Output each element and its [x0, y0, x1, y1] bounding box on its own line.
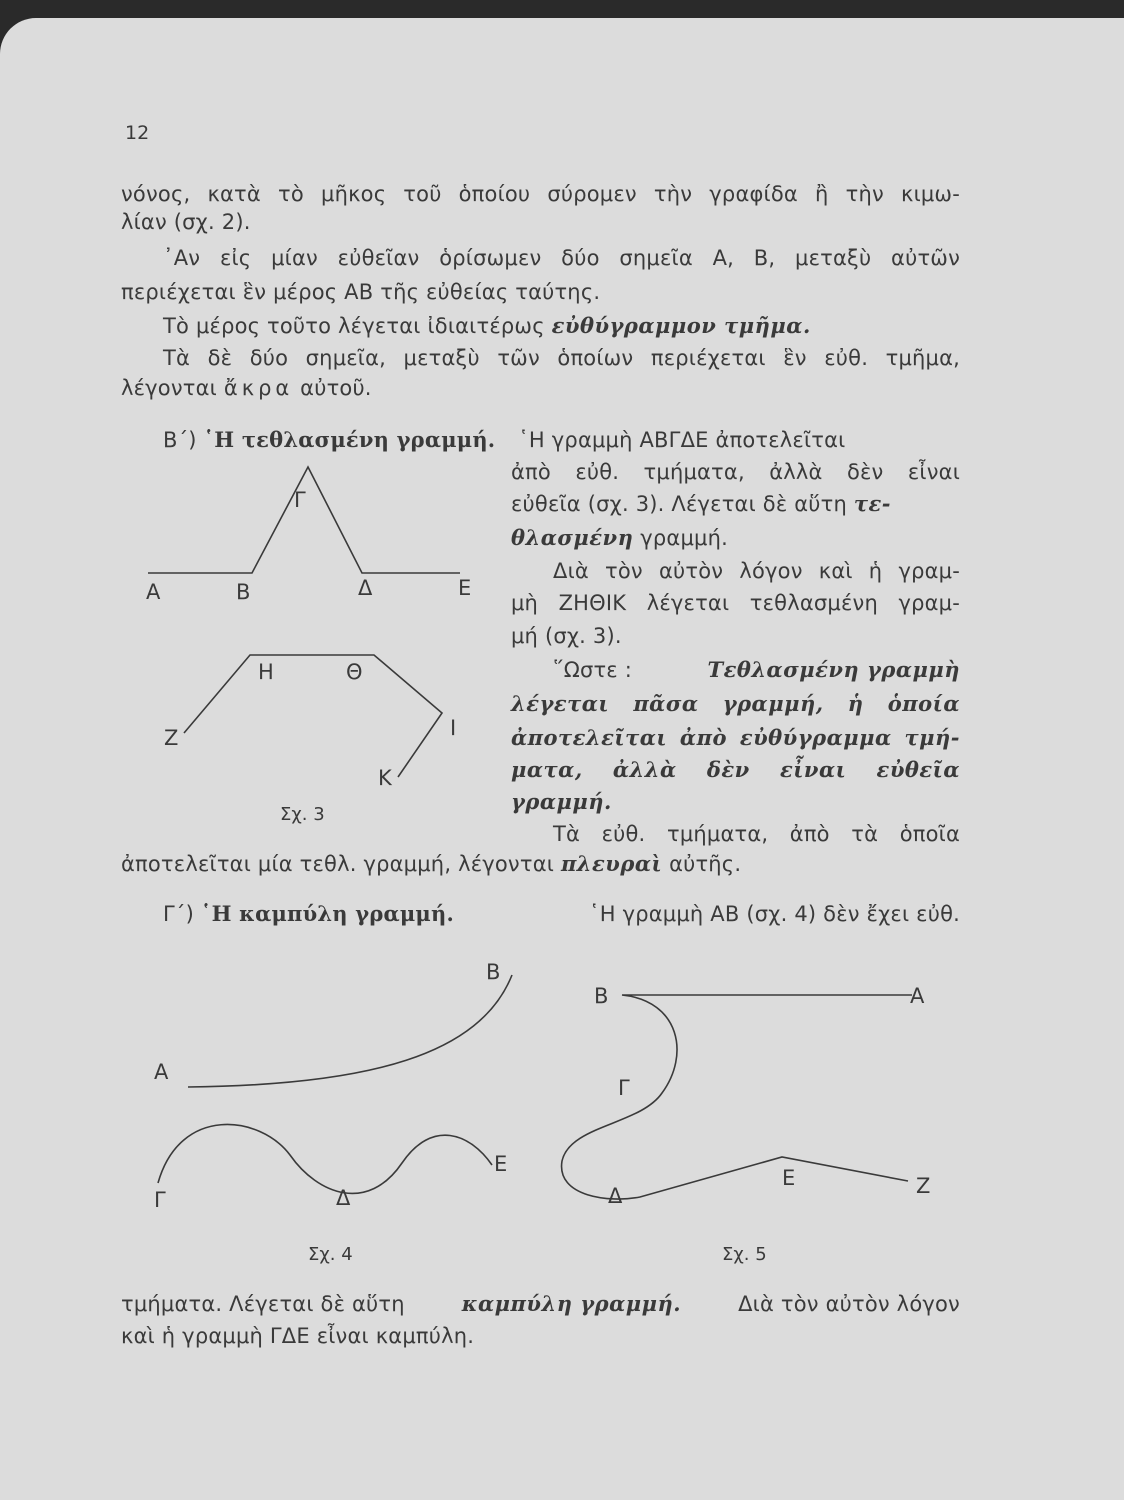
text-span: Τὸ μέρος τοῦτο λέγεται ἰδιαιτέρως — [163, 314, 545, 338]
label-beta: Β — [486, 960, 501, 984]
text-line — [121, 850, 741, 878]
figure-5 — [550, 975, 950, 1225]
label-zeta: Ζ — [916, 1174, 931, 1198]
text-line — [511, 490, 891, 518]
text-line: μὴ ΖΗΘΙΚ λέγεται τεθλασμένη γραμ- — [511, 591, 960, 615]
section-title: ῾Η τεθλασμένη γραμμή. — [203, 427, 496, 452]
text-line: μή (σχ. 3). — [511, 624, 622, 648]
term-curve: καμπύλη γραμμή. — [461, 1291, 682, 1316]
text-line: Διὰ τὸν αὐτὸν λόγον καὶ ἡ γραμ- — [553, 559, 960, 583]
label-epsilon: Ε — [458, 576, 472, 600]
text-line: Τὰ εὐθ. τμήματα, ἀπὸ τὰ ὁποῖα — [553, 822, 960, 846]
label-epsilon: Ε — [494, 1152, 508, 1176]
text-line: καὶ ἡ γραμμὴ ΓΔΕ εἶναι καμπύλη. — [121, 1324, 475, 1348]
figure-3 — [130, 455, 490, 825]
figure-5-caption: Σχ. 5 — [722, 1244, 767, 1265]
text-line — [121, 374, 372, 402]
label-delta: Δ — [336, 1186, 351, 1210]
text-span: εὐθεῖα (σχ. 3). Λέγεται δὲ αὕτη — [511, 492, 847, 516]
label-alpha: Α — [146, 580, 161, 604]
label-iota: Ι — [450, 716, 457, 740]
text-line — [121, 1290, 960, 1318]
label-gamma: Γ — [618, 1076, 630, 1100]
figure-3-caption: Σχ. 3 — [280, 804, 325, 825]
text-line: περιέχεται ἓν μέρος ΑΒ τῆς εὐθείας ταύτης. — [121, 280, 601, 304]
label-delta: Δ — [608, 1184, 623, 1208]
text-span: ῞Ωστε : — [553, 658, 633, 682]
text-span: ῾Η γραμμὴ ΑΒΓΔΕ ἀποτελεῖται — [518, 428, 846, 452]
text-span: αὐτῆς. — [669, 852, 742, 876]
label-kappa: Κ — [378, 766, 392, 790]
figure-4-caption: Σχ. 4 — [308, 1244, 353, 1265]
text-span: ἀποτελεῖται μία τεθλ. γραμμή, λέγονται — [121, 852, 555, 876]
definition-line: λέγεται πᾶσα γραμμή, ἡ ὁποία — [511, 691, 960, 716]
label-beta: Β — [594, 984, 609, 1008]
text-span: Διὰ τὸν αὐτὸν λόγον — [738, 1292, 960, 1316]
curve-ab — [188, 975, 512, 1087]
text-line: ᾿Αν εἰς μίαν εὐθεῖαν ὁρίσωμεν δύο σημεῖα Α, Β, μεταξὺ αὐτῶν — [163, 246, 960, 270]
label-zeta: Ζ — [164, 726, 179, 750]
term-broken: θλασμένη — [511, 525, 634, 550]
label-theta: Θ — [346, 660, 363, 684]
broken-line-abgde — [148, 467, 460, 573]
text-span: γραμμή. — [640, 526, 728, 550]
text-line: Τὰ δὲ δύο σημεῖα, μεταξὺ τῶν ὁποίων περιέχεται ἓν εὐθ. τμῆμα, — [163, 346, 960, 370]
section-b-heading — [163, 426, 845, 454]
mixed-line — [562, 995, 912, 1199]
label-gamma: Γ — [154, 1188, 166, 1212]
label-gamma: Γ — [294, 488, 306, 512]
definition-line: ματα, ἀλλὰ δὲν εἶναι εὐθεῖα — [511, 757, 960, 782]
term-endpoints: ἄκρα — [223, 376, 294, 400]
text-line: λίαν (σχ. 2). — [121, 210, 251, 234]
label-alpha: Α — [910, 984, 925, 1008]
term-straight-segment: εὐθύγραμμον τμῆμα. — [551, 313, 811, 338]
page-number: 12 — [125, 122, 150, 144]
term-sides: πλευραὶ — [560, 851, 663, 876]
label-delta: Δ — [358, 576, 373, 600]
section-label: Γ΄) — [163, 902, 194, 926]
definition-line: ἀποτελεῖται ἀπὸ εὐθύγραμμα τμή- — [511, 725, 960, 750]
section-g-heading — [163, 900, 960, 928]
label-epsilon: Ε — [782, 1166, 796, 1190]
broken-line-zhthik — [184, 655, 442, 777]
text-line — [163, 312, 811, 340]
definition-line: γραμμή. — [511, 789, 612, 814]
text-line: νόνος, κατὰ τὸ μῆκος τοῦ ὁποίου σύρομεν τὴν γραφίδα ἢ τὴν κιμω- — [121, 182, 960, 206]
label-beta: Β — [236, 580, 251, 604]
label-eta: Η — [258, 660, 274, 684]
text-line — [553, 656, 960, 684]
text-span: λέγονται — [121, 376, 217, 400]
text-line — [511, 524, 728, 552]
text-span: ῾Η γραμμὴ ΑΒ (σχ. 4) δὲν ἔχει εὐθ. — [589, 902, 960, 926]
curve-gde — [158, 1124, 492, 1193]
definition-text: Τεθλασμένη γραμμὴ — [707, 657, 960, 682]
term-span: τε- — [853, 491, 892, 516]
figure-4 — [140, 955, 540, 1225]
section-title: ῾Η καμπύλη γραμμή. — [200, 901, 454, 926]
text-span: αὐτοῦ. — [300, 376, 372, 400]
label-alpha: Α — [154, 1060, 169, 1084]
text-span: τμήματα. Λέγεται δὲ αὕτη — [121, 1292, 405, 1316]
section-label: Β΄) — [163, 428, 197, 452]
text-line: ἀπὸ εὐθ. τμήματα, ἀλλὰ δὲν εἶναι — [511, 460, 960, 484]
